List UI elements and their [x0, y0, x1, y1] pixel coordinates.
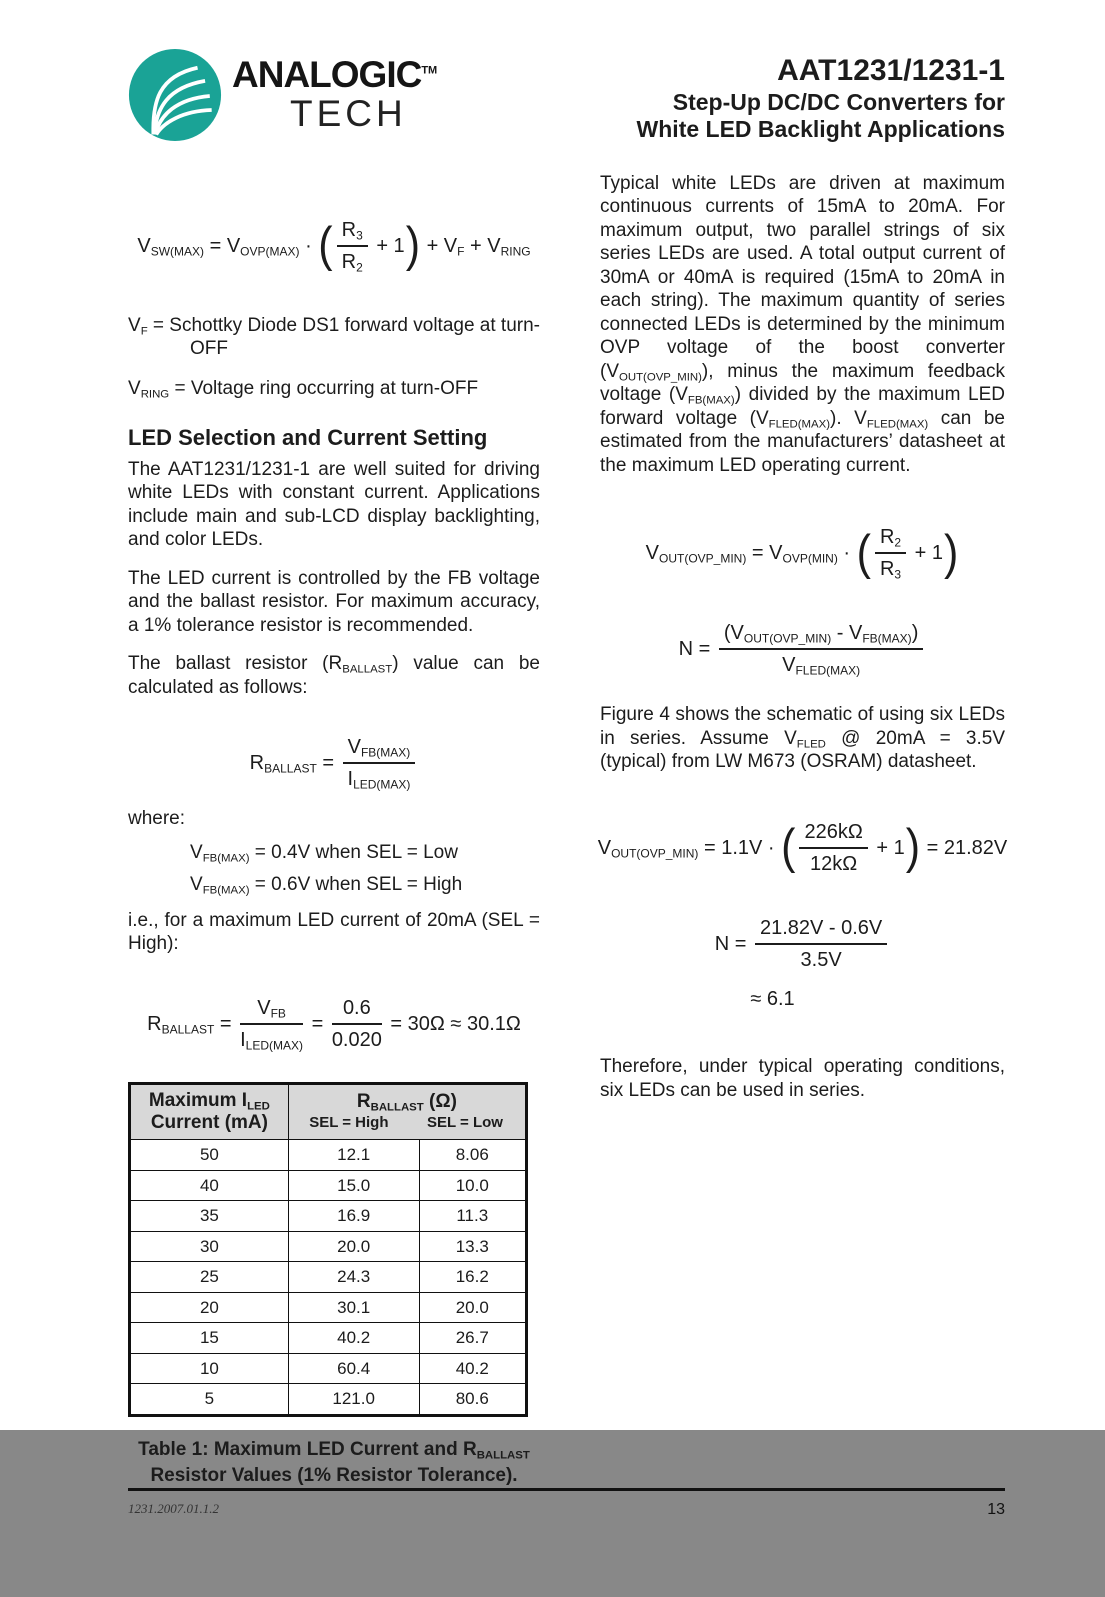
right-column	[597, 172, 1008, 1488]
column-header-rballast	[288, 1083, 526, 1140]
table-body	[130, 1140, 527, 1416]
formula-result: = 30Ω ≈ 30.1Ω	[384, 1012, 521, 1035]
definition-vf	[128, 314, 540, 361]
fraction-denominator: $R_3$	[879, 558, 902, 582]
column-header-rballast-title: $R_{BALLAST}$ (Ω)	[356, 1091, 457, 1114]
fraction-numerator: 21.82V - 0.6V	[755, 916, 887, 945]
equals-sign: =	[306, 1012, 329, 1035]
part-number: AAT1231/1231-1	[777, 54, 1005, 87]
fraction-numerator: $R_3$	[337, 218, 368, 247]
right-paren: )	[405, 217, 421, 273]
left-column	[128, 172, 540, 1488]
column-subheaders	[291, 1114, 523, 1131]
where-label: where:	[128, 808, 186, 830]
table-row: 35 16.9 11.3	[130, 1201, 527, 1232]
trademark-symbol: TM	[421, 64, 438, 77]
document-id: 1231.2007.01.1.2	[128, 1501, 219, 1517]
fraction-numerator: $R_2$	[875, 525, 906, 554]
brand-wordmark	[232, 48, 437, 132]
column-header-iled-line2: Current (mA)	[150, 1111, 268, 1133]
fraction-numerator: $(V_{OUT(OVP\_MIN)} - V_{FB(MAX)})$	[719, 621, 923, 650]
paragraph-conclusion: Therefore, under typical operating conditions, six LEDs can be used in series.	[600, 1056, 1005, 1101]
paragraph-ie: i.e., for a maximum LED current of 20mA (SEL = High):	[128, 909, 540, 955]
left-paren: (	[318, 217, 333, 273]
page-header	[128, 48, 1005, 144]
right-paren: )	[944, 525, 959, 581]
fraction	[875, 525, 906, 581]
fraction-numerator: $V_{FB(MAX)}$	[343, 735, 416, 764]
formula-tail: + $V_F + V_{RING}$	[421, 234, 531, 259]
brand-analogic-text: ANALOGIC	[232, 54, 422, 95]
right-paren: )	[905, 819, 921, 875]
column-header-iled	[130, 1083, 289, 1140]
left-paren: (	[856, 525, 871, 581]
table-row: 50 12.1 8.06	[130, 1140, 527, 1171]
formula-lead: N =	[678, 638, 716, 661]
document-title-block	[637, 48, 1005, 144]
fraction	[799, 820, 867, 876]
formula-lead: $V_{SW(MAX)} = V_{OVP(MAX)}$ ·	[137, 234, 318, 259]
formula-n-numeric	[600, 916, 1005, 972]
fraction	[719, 621, 923, 677]
leaf-logo-icon	[128, 48, 222, 142]
table-header	[130, 1083, 527, 1140]
table-row: 30 20.0 13.3	[130, 1231, 527, 1262]
formula-vout-ovp-min	[600, 525, 1005, 581]
fraction-denominator: $R_2$	[341, 250, 363, 275]
fraction-numerator: 0.6	[332, 996, 382, 1025]
fraction-denominator: 0.020	[331, 1028, 382, 1051]
formula-lead: $R_{BALLAST}$ =	[147, 1012, 238, 1037]
formula-plus-one: + 1	[870, 836, 905, 859]
definition-vring	[128, 377, 540, 401]
table-row: 5 121.0 80.6	[130, 1384, 527, 1416]
brand-tech: TECH	[290, 93, 407, 134]
fraction	[332, 996, 382, 1052]
fraction-denominator: 12kΩ	[810, 852, 858, 875]
formula-vout-numeric	[597, 819, 1008, 876]
table-caption-line1: Table 1: Maximum LED Current and $R_{BALLAST}$	[138, 1438, 530, 1462]
fraction-denominator: $I_{LED(MAX)}$	[240, 1028, 304, 1053]
formula-plus-one: + 1	[370, 234, 405, 257]
formula-n	[600, 621, 1005, 677]
formula-lead: $R_{BALLAST}$ =	[249, 752, 340, 776]
doc-subtitle-1: Step-Up DC/DC Converters for	[672, 88, 1005, 115]
definition-vring-text: $V_{RING}$ = Voltage ring occurring at turn-OFF	[128, 377, 479, 401]
paragraph-ballast: The ballast resistor $(R_{BALLAST})$ value can be calculated as follows:	[128, 653, 540, 698]
brand-analogic	[232, 56, 437, 93]
fraction	[240, 996, 303, 1052]
fraction-denominator: 3.5V	[800, 948, 842, 971]
table-row: 25 24.3 16.2	[130, 1262, 527, 1293]
approx-result: ≈ 6.1	[750, 987, 795, 1010]
page-footer-wrap	[128, 1488, 1005, 1597]
page-body	[128, 172, 1008, 1488]
paragraph-led-intro: The AAT1231/1231-1 are well suited for driving white LEDs with constant current. Applications include main and sub-LCD display backlighting, and color LEDs.	[128, 458, 540, 551]
fraction-denominator: $V_{FLED(MAX)}$	[782, 654, 861, 678]
fraction	[755, 916, 887, 972]
left-paren: (	[781, 819, 796, 875]
table-row: 40 15.0 10.0	[130, 1170, 527, 1201]
table-caption-line2: Resistor Values (1% Resistor Tolerance).	[150, 1464, 518, 1486]
formula-lead: $V_{OUT(OVP\_MIN)} = V_{OVP(MIN)}$ ·	[645, 542, 856, 566]
table-row: 15 40.2 26.7	[130, 1323, 527, 1354]
where-condition-low: $V_{FB(MAX)} = 0.4V$ when SEL = Low	[190, 841, 458, 865]
company-logo	[128, 48, 437, 142]
table-caption	[128, 1437, 540, 1488]
subheader-sel-low: SEL = Low	[426, 1114, 503, 1132]
formula-result: = 21.82V	[921, 836, 1008, 859]
formula-plus-one: + 1	[909, 542, 943, 565]
page-number: 13	[987, 1501, 1005, 1519]
fraction-denominator: $I_{LED(MAX)}$	[347, 768, 411, 792]
doc-subtitle-2: White LED Backlight Applications	[636, 116, 1005, 143]
section-title: LED Selection and Current Setting	[128, 425, 488, 451]
fraction	[337, 218, 368, 274]
paragraph-figure4: Figure 4 shows the schematic of using six LEDs in series. Assume $V_{FLED}$ @ 20mA = 3.5V (typical) from LW M673 (OSRAM) datasheet.	[600, 704, 1006, 773]
formula-rballast-numeric	[128, 996, 540, 1052]
fraction	[343, 735, 416, 791]
rballast-table	[128, 1082, 528, 1417]
formula-rballast	[128, 735, 540, 791]
paragraph-typical-leds: Typical white LEDs are driven at maximum continuous currents of 15mA to 20mA. For maximum output, two parallel strings of six series LEDs are used. A total output current of 30mA or 40mA is required (15mA to 20mA in each string). The maximum quantity of series connected LEDs is determined by the minimum OVP voltage of the boost converter $(V_{OUT(OVP\_MIN)})$, minus the maximum feedback voltage $(V_{FB(MAX)})$ divided by the maximum LED forward voltage $(V_{FLED(MAX)})$. $V_{FLED(MAX)}$ can be estimated from the manufacturers’ datasheet at the maximum LED operating current.	[600, 172, 1006, 476]
definition-vf-line2: OFF	[190, 338, 228, 360]
page-footer	[128, 1491, 1005, 1519]
formula-lead: $V_{OUT(OVP\_MIN)} = 1.1V$ ·	[597, 836, 781, 861]
formula-lead: N =	[714, 932, 752, 955]
column-header-iled-line1: Maximum $I_{LED}$	[148, 1089, 270, 1113]
paragraph-led-current: The LED current is controlled by the FB voltage and the ballast resistor. For maximum accuracy, a 1% tolerance resistor is recommended.	[128, 567, 540, 636]
formula-vsw-max	[128, 218, 540, 274]
subheader-sel-high: SEL = High	[309, 1114, 389, 1132]
table-row: 10 60.4 40.2	[130, 1353, 527, 1384]
table-row: 20 30.1 20.0	[130, 1292, 527, 1323]
definition-vf-line1: $V_F$ = Schottky Diode DS1 forward voltage at turn-	[128, 314, 540, 338]
fraction-numerator: $V_{FB}$	[240, 996, 303, 1025]
fraction-numerator: 226kΩ	[799, 820, 867, 849]
where-condition-high: $V_{FB(MAX)} = 0.6V$ when SEL = High	[190, 874, 463, 897]
